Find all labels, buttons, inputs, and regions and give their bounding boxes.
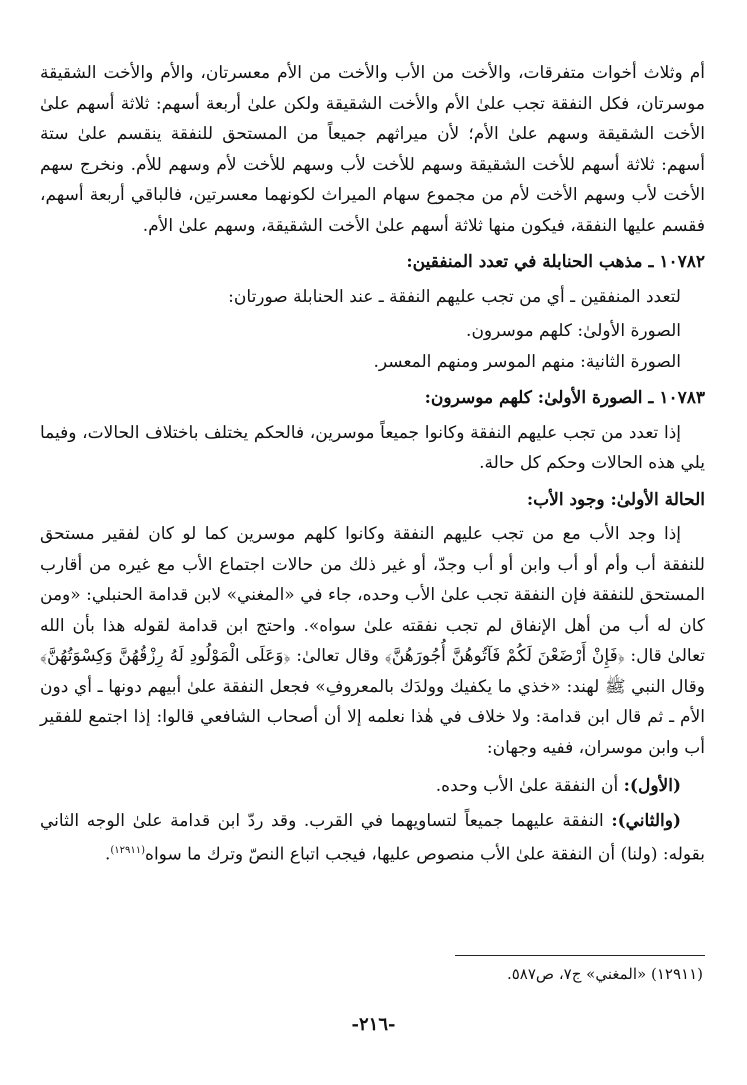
paragraph-intro: أم وثلاث أخوات متفرقات، والأخت من الأب والأخت من الأم معسرتان، والأم والأخت الشقيقة موسرتان، فكل النفقة تجب علىٰ الأم والأخت الشقيقة ولكن علىٰ أربعة أسهم: ثلاثة أسهم علىٰ الأخت الشقيقة وسهم علىٰ الأم؛ لأن ميراثهم جميعاً من المستحق للنفقة ينقسم علىٰ ستة أسهم: ثلاثة أسهم للأخت الشقيقة وسهم للأخت لأب وسهم للأخت لأم وسهم للأم. ونخرج سهم الأخت لأب وسهم الأخت لأم من مجموع سهام الميراث لكونهما معسرتين، فالباقي أربعة أسهم، فقسم عليها النفقة، فيكون منها ثلاثة أسهم علىٰ الأخت الشقيقة، وسهم علىٰ الأم.	[40, 63, 705, 236]
paragraph-first-view	[40, 771, 705, 802]
case-one-heading: الحالة الأولىٰ: وجود الأب:	[526, 489, 705, 510]
second-view-end: .	[104, 844, 111, 865]
second-view-text: النفقة عليهما جميعاً لتساويهما في القرب. وقد ردّ ابن قدامة علىٰ الوجه الثاني بقوله: (ولنا) أن النفقة علىٰ الأب منصوص عليها، فيجب اتباع النصّ وترك ما سواه	[40, 810, 705, 865]
footnote: (١٢٩١١) «المغني» ج٧، ص٥٨٧.	[506, 965, 703, 983]
section-heading-10782: ١٠٧٨٢ ـ مذهب الحنابلة في تعدد المنفقين:	[406, 252, 705, 272]
first-view-text: أن النفقة علىٰ الأب وحده.	[435, 776, 624, 796]
paragraph-two-forms: لتعدد المنفقين ـ أي من تجب عليهم النفقة ـ عند الحنابلة صورتان:	[228, 286, 681, 307]
second-view-label: (والثاني):	[611, 810, 681, 831]
paragraph-second-view	[40, 806, 705, 871]
footnote-reference: (١٢٩١١)	[110, 845, 146, 856]
form-one-line: الصورة الأولىٰ: كلهم موسرون.	[466, 321, 681, 341]
page-body	[40, 58, 705, 870]
first-view-label: (الأول):	[623, 776, 681, 796]
section-heading-10783: ١٠٧٨٣ ـ الصورة الأولىٰ: كلهم موسرون:	[424, 388, 705, 408]
paragraph-all-wealthy: إذا تعدد من تجب عليهم النفقة وكانوا جميعاً موسرين، فالحكم يختلف باختلاف الحالات، وفيما يلي هذه الحالات وحكم كل حالة.	[40, 422, 705, 473]
paragraph-father-case: إذا وجد الأب مع من تجب عليهم النفقة وكانوا كلهم موسرين كما لو كان لفقير مستحق للنفقة أب وأم أو أب وابن أو أب وجدّ، أو غير ذلك من حالات اجتماع الأب مع غيره من أقارب المستحق للنفقة فإن النفقة تجب علىٰ الأب وحده، جاء في «المغني» لابن قدامة الحنبلي: «ومن كان له أب من أهل الإنفاق لم تجب نفقته علىٰ سواه». واحتج ابن قدامة لقوله هذا بأن الله تعالىٰ قال: ﴿فَإِنْ أَرْضَعْنَ لَكُمْ فَآتُوهُنَّ أُجُورَهُنَّ﴾ وقال تعالىٰ: ﴿وَعَلَى الْمَوْلُودِ لَهُ رِزْقُهُنَّ وَكِسْوَتُهُنَّ﴾ وقال النبي ﷺ لهند: «خذي ما يكفيك وولدَك بالمعروفِ» فجعل النفقة علىٰ أبيهم دونها ـ أي دون الأم ـ ثم قال ابن قدامة: ولا خلاف في هٰذا نعلمه إلا أن أصحاب الشافعي قالوا: إذا اجتمع للفقير أب وابن موسران، ففيه وجهان:	[40, 524, 705, 758]
page-number: -٢١٦-	[351, 1014, 396, 1035]
form-two-line: الصورة الثانية: منهم الموسر ومنهم المعسر.	[373, 351, 681, 372]
footnote-divider	[455, 955, 705, 956]
